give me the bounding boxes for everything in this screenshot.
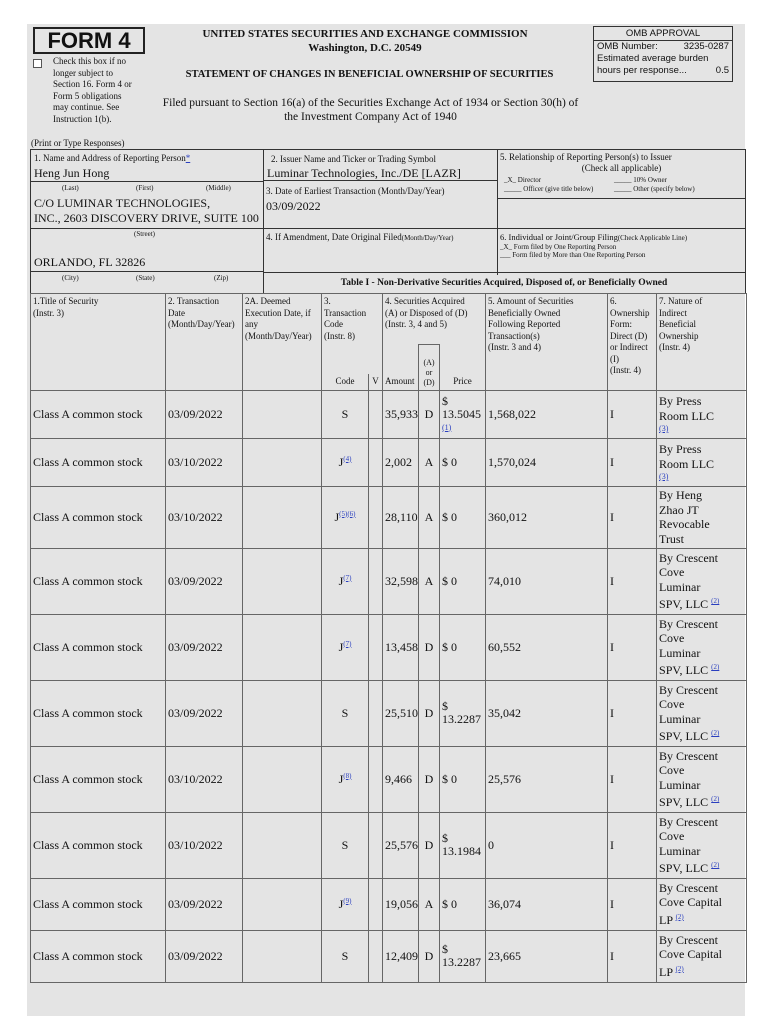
cell-date: 03/10/2022 xyxy=(166,486,243,548)
filing-one-person: _X_ Form filed by One Reporting Person xyxy=(500,243,617,251)
reporting-person-name: Heng Jun Hong xyxy=(34,166,110,180)
header-transaction-date: 2. Transaction Date (Month/Day/Year) xyxy=(166,294,243,391)
table-row xyxy=(31,746,747,812)
relationship-director: _X_ Director xyxy=(504,176,542,184)
omb-number-label: OMB Number: xyxy=(597,41,658,52)
cell-v xyxy=(369,878,383,930)
cell-a-or-d: D xyxy=(419,390,440,438)
code-footnote-link[interactable]: (7) xyxy=(343,573,352,582)
box4-label: 4. If Amendment, Date Original Filed(Month/Day/Year) xyxy=(266,232,454,242)
box1-label: 1. Name and Address of Reporting Person* xyxy=(34,153,191,163)
code-footnote-link[interactable]: (5)(6) xyxy=(339,509,356,518)
cell-deemed-date xyxy=(243,746,322,812)
cell-code: $J^{(9)}$ xyxy=(322,878,369,930)
cell-ownership-form: I xyxy=(608,930,657,982)
cell-nature: By Heng Zhao JT Revocable Trust xyxy=(657,486,747,548)
cell-a-or-d: A xyxy=(419,438,440,486)
checkbox-note: Check this box if no longer subject to Section 16. Form 4 or Form 5 obligations may continue. See Instruction 1(b). xyxy=(53,56,132,124)
table-row xyxy=(31,930,747,982)
cell-deemed-date xyxy=(243,930,322,982)
cell-price: $ 13.2287 xyxy=(440,680,486,746)
cell-a-or-d: A xyxy=(419,878,440,930)
cell-price: $ 13.5045 (1) xyxy=(440,390,486,438)
cell-code: $J^{(7)}$ xyxy=(322,614,369,680)
header-deemed-execution-date: 2A. Deemed Execution Date, if any (Month/Day/Year) xyxy=(243,294,322,391)
omb-burden: Estimated average burden xyxy=(597,53,709,64)
cell-deemed-date xyxy=(243,614,322,680)
cell-owned: 0 xyxy=(486,812,608,878)
cell-code: $J^{(8)}$ xyxy=(322,746,369,812)
relationship-other: _____ Other (specify below) xyxy=(614,185,695,193)
cell-nature: By Crescent Cove Luminar SPV, LLC $^{(2)}$ xyxy=(657,548,747,614)
header-transaction-code: 3. Transaction Code (Instr. 8) xyxy=(322,294,383,345)
cell-a-or-d: A xyxy=(419,548,440,614)
nature-footnote-link[interactable]: (2) xyxy=(675,912,684,921)
cell-v xyxy=(369,930,383,982)
cell-v xyxy=(369,812,383,878)
cell-deemed-date xyxy=(243,548,322,614)
table-row xyxy=(31,390,747,438)
cell-amount: 12,409 xyxy=(383,930,419,982)
cell-a-or-d: D xyxy=(419,680,440,746)
cell-v xyxy=(369,746,383,812)
table-row xyxy=(31,878,747,930)
header-securities-acquired: 4. Securities Acquired (A) or Disposed of (D) (Instr. 3, 4 and 5) xyxy=(383,294,486,345)
cell-ownership-form: I xyxy=(608,746,657,812)
table-row xyxy=(31,614,747,680)
box5-label: 5. Relationship of Reporting Person(s) to Issuer (Check all applicable) xyxy=(500,152,672,173)
form-badge xyxy=(33,27,145,54)
cell-owned: 35,042 xyxy=(486,680,608,746)
cell-amount: 32,598 xyxy=(383,548,419,614)
omb-hours: 0.5 xyxy=(715,65,729,76)
box3-label: 3. Date of Earliest Transaction (Month/Day/Year) xyxy=(266,186,445,196)
cell-amount: 35,933 xyxy=(383,390,419,438)
filing-more-persons: ___ Form filed by More than One Reporting Person xyxy=(500,251,646,259)
cell-ownership-form: I xyxy=(608,812,657,878)
nature-footnote-link[interactable]: (2) xyxy=(711,729,720,737)
cell-amount: 28,110 xyxy=(383,486,419,548)
cell-price: $ 13.2287 xyxy=(440,930,486,982)
code-footnote-link[interactable]: (7) xyxy=(343,639,352,648)
cell-date: 03/09/2022 xyxy=(166,680,243,746)
cell-ownership-form: I xyxy=(608,438,657,486)
cell-ownership-form: I xyxy=(608,486,657,548)
cell-date: 03/10/2022 xyxy=(166,438,243,486)
cell-ownership-form: I xyxy=(608,680,657,746)
cell-v xyxy=(369,390,383,438)
nature-footnote-link[interactable]: (2) xyxy=(711,795,720,803)
cell-ownership-form: I xyxy=(608,548,657,614)
cell-price: $ 0 xyxy=(440,548,486,614)
box6-label: 6. Individual or Joint/Group Filing(Check Applicable Line) xyxy=(500,232,688,242)
nature-footnote-link[interactable]: (2) xyxy=(711,663,720,671)
header-v: V xyxy=(369,374,383,390)
cell-date: 03/09/2022 xyxy=(166,930,243,982)
cell-nature: By Crescent Cove Luminar SPV, LLC $^{(2)}$ xyxy=(657,812,747,878)
label-state: (State) xyxy=(136,274,155,282)
header-amount-owned: 5. Amount of Securities Beneficially Owned Following Reported Transaction(s) (Instr. 3 and 4) xyxy=(486,294,608,391)
agency-header xyxy=(150,27,580,55)
statement-title: STATEMENT OF CHANGES IN BENEFICIAL OWNERSHIP OF SECURITIES xyxy=(185,69,554,80)
cell-deemed-date xyxy=(243,390,322,438)
filed-pursuant: Filed pursuant to Section 16(a) of the Securities Exchange Act of 1934 or Section 30(h) of the Investment Company Act of 1940 xyxy=(162,97,579,123)
cell-amount: 13,458 xyxy=(383,614,419,680)
cell-a-or-d: D xyxy=(419,812,440,878)
cell-code: S xyxy=(322,390,369,438)
relationship-officer: _____ Officer (give title below) xyxy=(504,185,594,193)
cell-nature: By Crescent Cove Luminar SPV, LLC $^{(2)}$ xyxy=(657,680,747,746)
cell-date: 03/10/2022 xyxy=(166,812,243,878)
cell-owned: 74,010 xyxy=(486,548,608,614)
cell-title: Class A common stock xyxy=(31,438,166,486)
agency-name: UNITED STATES SECURITIES AND EXCHANGE COMMISSION xyxy=(202,28,528,40)
nature-footnote-link[interactable]: (3) xyxy=(659,424,669,433)
header-nature-of-ownership: 7. Nature of Indirect Beneficial Ownership (Instr. 4) xyxy=(657,294,747,391)
cell-nature: By Crescent Cove Luminar SPV, LLC $^{(2)}$ xyxy=(657,614,747,680)
nature-footnote-link[interactable]: (2) xyxy=(711,597,720,605)
label-city: (City) xyxy=(62,274,79,282)
table1-title: Table I - Non-Derivative Securities Acquired, Disposed of, or Beneficially Owned xyxy=(340,278,668,288)
cell-a-or-d: A xyxy=(419,486,440,548)
cell-date: 03/09/2022 xyxy=(166,390,243,438)
cell-amount: 25,510 xyxy=(383,680,419,746)
cell-deemed-date xyxy=(243,680,322,746)
table-row xyxy=(31,548,747,614)
cell-price: $ 0 xyxy=(440,486,486,548)
header-ownership-form: 6. Ownership Form: Direct (D) or Indirect (I) (Instr. 4) xyxy=(608,294,657,391)
cell-owned: 1,568,022 xyxy=(486,390,608,438)
omb-number: 3235-0287 xyxy=(683,41,729,52)
cell-owned: 36,074 xyxy=(486,878,608,930)
cell-price: $ 0 xyxy=(440,746,486,812)
relationship-10pct-owner: _____ 10% Owner xyxy=(614,176,667,184)
cell-a-or-d: D xyxy=(419,746,440,812)
cell-v xyxy=(369,548,383,614)
cell-price: $ 13.1984 xyxy=(440,812,486,878)
cell-code: $J^{(5)(6)}$ xyxy=(322,486,369,548)
price-footnote-link[interactable]: (1) xyxy=(442,422,452,432)
cell-price: $ 0 xyxy=(440,614,486,680)
label-middle: (Middle) xyxy=(206,184,231,192)
cell-date: 03/09/2022 xyxy=(166,548,243,614)
label-street: (Street) xyxy=(134,230,155,238)
omb-title: OMB APPROVAL xyxy=(594,27,732,41)
cell-nature: By Press Room LLC (3) xyxy=(657,438,747,486)
cell-title: Class A common stock xyxy=(31,548,166,614)
cell-amount: 2,002 xyxy=(383,438,419,486)
cell-code: S xyxy=(322,812,369,878)
code-footnote-link[interactable]: (8) xyxy=(343,771,352,780)
cell-ownership-form: I xyxy=(608,614,657,680)
header-code: Code xyxy=(322,374,369,390)
table1-header-row xyxy=(31,294,747,345)
cell-amount: 25,576 xyxy=(383,812,419,878)
cell-a-or-d: D xyxy=(419,614,440,680)
cell-v xyxy=(369,438,383,486)
cell-amount: 19,056 xyxy=(383,878,419,930)
cell-price: $ 0 xyxy=(440,878,486,930)
header-title-of-security: 1.Title of Security (Instr. 3) xyxy=(31,294,166,391)
cell-title: Class A common stock xyxy=(31,746,166,812)
cell-code: $J^{(7)}$ xyxy=(322,548,369,614)
cell-nature: By Crescent Cove Capital LP $^{(2)}$ xyxy=(657,930,747,982)
cell-code: S xyxy=(322,930,369,982)
print-note: (Print or Type Responses) xyxy=(31,138,125,148)
cell-code: S xyxy=(322,680,369,746)
cell-a-or-d: D xyxy=(419,930,440,982)
cell-nature: By Press Room LLC (3) xyxy=(657,390,747,438)
table-row xyxy=(31,438,747,486)
cell-title: Class A common stock xyxy=(31,486,166,548)
cell-ownership-form: I xyxy=(608,390,657,438)
header-a-or-d: (A) or (D) xyxy=(419,344,440,390)
earliest-transaction-date: 03/09/2022 xyxy=(266,199,321,213)
omb-approval-box xyxy=(593,26,733,82)
header-price: Price xyxy=(440,374,486,390)
issuer-name: Luminar Technologies, Inc./DE [LAZR] xyxy=(267,166,461,180)
nature-footnote-link[interactable]: (2) xyxy=(675,964,684,973)
label-zip: (Zip) xyxy=(214,274,229,282)
table-row xyxy=(31,486,747,548)
cell-owned: 1,570,024 xyxy=(486,438,608,486)
cell-v xyxy=(369,486,383,548)
table-row xyxy=(31,812,747,878)
table-row xyxy=(31,680,747,746)
cell-nature: By Crescent Cove Luminar SPV, LLC $^{(2)}$ xyxy=(657,746,747,812)
cell-title: Class A common stock xyxy=(31,614,166,680)
cell-deemed-date xyxy=(243,878,322,930)
cell-deemed-date xyxy=(243,438,322,486)
label-last: (Last) xyxy=(62,184,79,192)
cell-owned: 60,552 xyxy=(486,614,608,680)
cell-price: $ 0 xyxy=(440,438,486,486)
no-longer-subject-checkbox[interactable] xyxy=(33,59,42,68)
header-amount: Amount xyxy=(383,374,419,390)
cell-title: Class A common stock xyxy=(31,930,166,982)
cell-owned: 25,576 xyxy=(486,746,608,812)
cell-date: 03/09/2022 xyxy=(166,614,243,680)
code-footnote-link[interactable]: (4) xyxy=(343,454,352,463)
cell-title: Class A common stock xyxy=(31,390,166,438)
cell-title: Class A common stock xyxy=(31,680,166,746)
omb-hours-label: hours per response... xyxy=(597,65,687,76)
agency-city: Washington, D.C. 20549 xyxy=(308,42,422,54)
cell-owned: 23,665 xyxy=(486,930,608,982)
cell-code: $J^{(4)}$ xyxy=(322,438,369,486)
cell-title: Class A common stock xyxy=(31,812,166,878)
box1-footnote-link[interactable]: * xyxy=(185,153,191,163)
reporting-person-city: ORLANDO, FL 32826 xyxy=(34,255,146,269)
reporting-person-address: C/O LUMINAR TECHNOLOGIES, INC., 2603 DISCOVERY DRIVE, SUITE 100 xyxy=(34,196,259,225)
cell-deemed-date xyxy=(243,812,322,878)
cell-date: 03/10/2022 xyxy=(166,746,243,812)
box2-label: 2. Issuer Name and Ticker or Trading Symbol xyxy=(271,154,436,164)
table1 xyxy=(30,293,747,983)
cell-nature: By Crescent Cove Capital LP $^{(2)}$ xyxy=(657,878,747,930)
cell-title: Class A common stock xyxy=(31,878,166,930)
cell-v xyxy=(369,680,383,746)
code-footnote-link[interactable]: (9) xyxy=(343,896,352,905)
nature-footnote-link[interactable]: (2) xyxy=(711,861,720,869)
nature-footnote-link[interactable]: (3) xyxy=(659,472,669,481)
cell-v xyxy=(369,614,383,680)
cell-ownership-form: I xyxy=(608,878,657,930)
cell-owned: 360,012 xyxy=(486,486,608,548)
label-first: (First) xyxy=(136,184,154,192)
cell-amount: 9,466 xyxy=(383,746,419,812)
form-badge-text: FORM 4 xyxy=(47,28,131,53)
cell-date: 03/09/2022 xyxy=(166,878,243,930)
cell-deemed-date xyxy=(243,486,322,548)
